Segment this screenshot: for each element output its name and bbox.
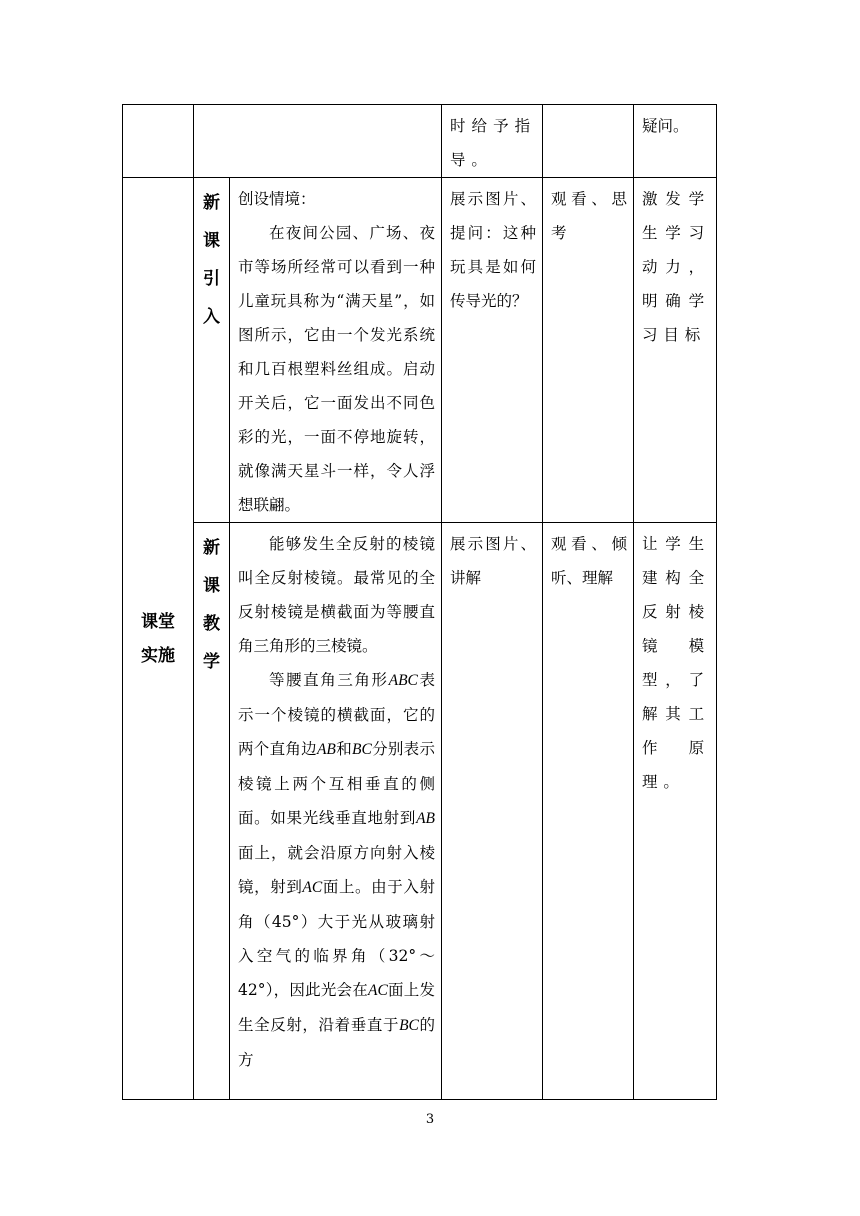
teaching-teacher-activity: 展示图片、讲解 (450, 535, 536, 587)
intro-content-title: 创设情境： (238, 190, 316, 208)
teaching-teacher-activity-cell (442, 523, 543, 1100)
design-intent-text: 疑问。 (642, 117, 689, 135)
intro-content-body: 在夜间公园、广场、夜市等场所经常可以看到一种儿童玩具称为“满天星”，如图所示，它由一个发光系统和几百根塑料丝组成。启动开关后，它一面发出不同色彩的光，一面不停地旋转，就像满天星斗一样，令人浮想联翩。 (238, 224, 435, 514)
section-label-intro: 新 课 引 入 (194, 178, 230, 523)
intro-content-cell (230, 178, 442, 523)
teacher-activity-text: 时给予指导。 (450, 117, 536, 169)
intro-teacher-activity: 展示图片、提问：这种玩具是如何传导光的？ (450, 190, 536, 310)
content-cell-empty (194, 105, 442, 178)
page-number: 3 (425, 1112, 435, 1127)
table-row-intro (123, 178, 717, 523)
teaching-design-intent: 让学生建构全反射棱镜模型，了解其工作原理。 (642, 535, 710, 791)
lesson-plan-table (122, 104, 717, 1100)
teacher-activity-cell (442, 105, 543, 178)
teaching-content-cell (230, 523, 442, 1100)
section-label-teaching: 新 课 教 学 (194, 523, 230, 1100)
intro-student-activity: 观看、思考 (551, 190, 627, 242)
teaching-design-intent-cell (634, 523, 717, 1100)
table-row-continuation (123, 105, 717, 178)
design-intent-cell (634, 105, 717, 178)
teaching-student-activity-cell (543, 523, 634, 1100)
teaching-paragraph-2: 等腰直角三角形ABC表示一个棱镜的横截面，它的两个直角边AB和BC分别表示棱镜上两个互相垂直的侧面。如果光线垂直地射到AB面上，就会沿原方向射入棱镜，射到AC面上。由于入射角（45°）大于光从玻璃射入空气的临界角（32°～42°），因此光会在AC面上发生全反射，沿着垂直于BC的方 (238, 671, 435, 1069)
intro-student-activity-cell (543, 178, 634, 523)
teaching-paragraph-1: 能够发生全反射的棱镜叫全反射棱镜。最常见的全反射棱镜是横截面为等腰直角三角形的三棱镜。 (238, 535, 435, 655)
intro-design-intent: 激发学生学习动力，明确学习目标 (642, 190, 710, 344)
stage-cell-empty (123, 105, 194, 178)
intro-teacher-activity-cell (442, 178, 543, 523)
teaching-student-activity: 观看、倾听、理解 (551, 535, 627, 587)
stage-label: 课堂实施 (141, 611, 175, 666)
table-row-teaching (123, 523, 717, 1100)
intro-design-intent-cell (634, 178, 717, 523)
stage-label-cell (123, 178, 194, 1100)
student-activity-cell-empty (543, 105, 634, 178)
